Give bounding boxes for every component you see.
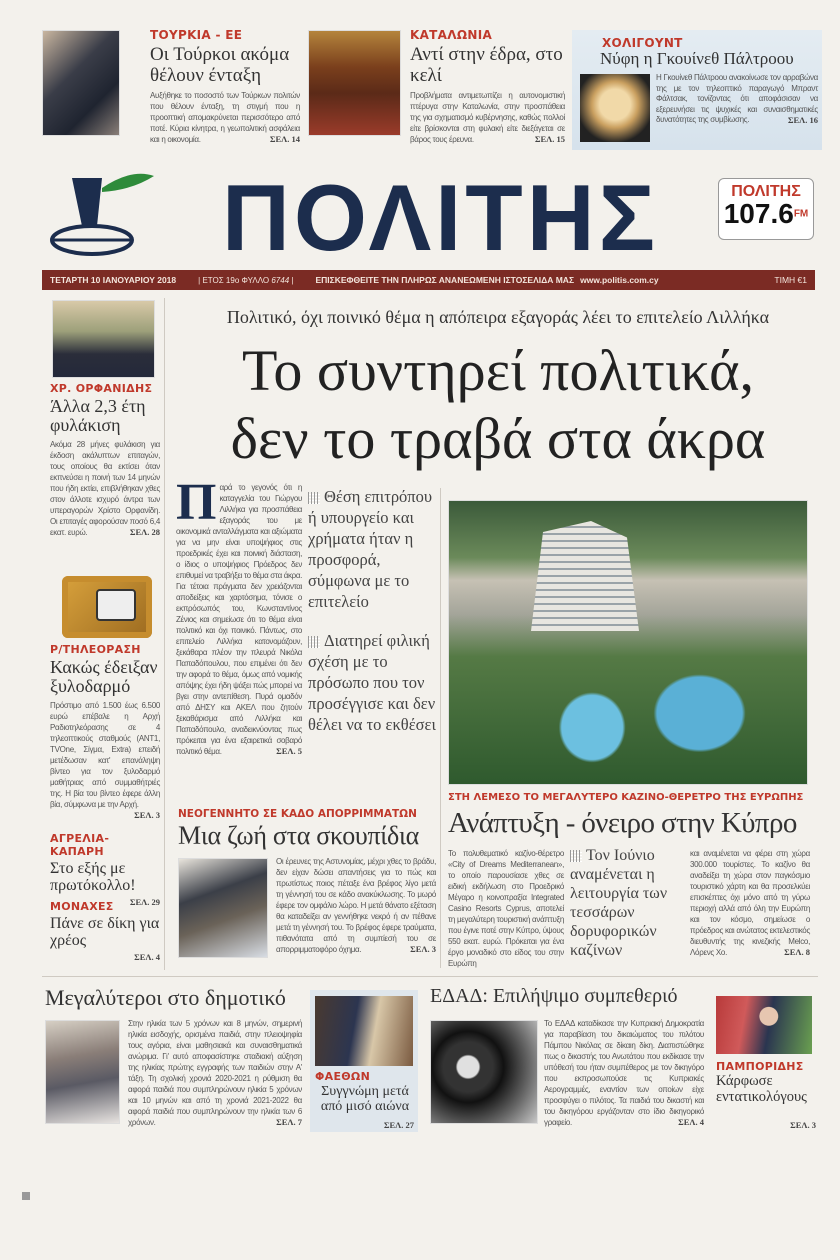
story-headline: Κάρφωσε εντατικολόγους: [716, 1073, 807, 1105]
bullet-point: [308, 630, 436, 735]
issue-no: 6744: [271, 275, 290, 285]
sidebar-story-nuns[interactable]: [50, 900, 160, 962]
page-ref: ΣΕΛ. 27: [383, 1120, 414, 1130]
radio-frequency: 107.6: [723, 198, 794, 229]
teaser-text: Προβλήματα αντιμετωπίζει η αυτονομιστική πτέρυγα στην Καταλωνία, στην προσπάθεια της για σχηματισμό κυβέρνησης, καθώς πολλοί είτε βρίσκονται στη φυλακή είτε διεξάγεται σε βάρος τους έρευνα.: [410, 91, 565, 145]
casino-headline[interactable]: Ανάπτυξη - όνειρο στην Κύπρο: [448, 807, 797, 839]
page-ref: ΣΕΛ. 3: [134, 809, 160, 820]
teaser-text: Αυξήθηκε το ποσοστό των Τούρκων πολιτών που θέλουν ένταξη, τη στιγμή που η προοπτική απομακρύνεται περισσότερο από ποτέ. Κύρια κίνητρα, η γεωπολιτική ασφάλεια και η οικονομία.: [150, 91, 300, 145]
pilot-photo: [430, 1020, 538, 1124]
teaser-headline: Νύφη η Γκουίνεθ Πάλτροου: [600, 49, 794, 68]
page-ref: ΣΕΛ. 8: [784, 947, 810, 957]
lead-subhead: Πολιτικό, όχι ποινικό θέμα η απόπειρα εξαγοράς λέει το επιτελείο Λιλλήκα: [226, 307, 770, 327]
echr-body: [544, 1018, 704, 1128]
radio-logo[interactable]: [718, 178, 814, 240]
casino-text: και αναμένεται να φέρει στη χώρα 300.000 τουρίστες. Το καζίνο θα αναδείξει τη χώρα στον παγκόσμιο τουριστικό χάρτη και θα προσελκύει επισκέπτες όχι μόνο από τη γύρω περιοχή αλλά από όλη την Ευρώπη και τον κόσμο, σημείωσε ο πρόεδρος και ανώτατος εκτελεστικός διευθυντής της κινεζικής Melco, Λόρενς Χο.: [690, 849, 810, 957]
issue-number: | ΕΤΟΣ 19ο ΦΥΛΛΟ 6744 |: [198, 275, 294, 285]
baby-body: [276, 856, 436, 955]
page-ref: ΣΕΛ. 14: [269, 134, 300, 145]
story-kicker: ΑΓΡΕΛΙΑ-ΚΑΠΑΡΗ: [50, 832, 110, 858]
orfanidis-photo: [52, 300, 155, 378]
teaser-kicker: ΧΟΛΙΓΟΥΝΤ: [602, 36, 683, 50]
baby-kicker: ΝΕΟΓΕΝΝΗΤΟ ΣΕ ΚΑΔΟ ΑΠΟΡΡΙΜΜΑΤΩΝ: [178, 808, 417, 820]
teaser-headline: Οι Τούρκοι ακόμα θέλουν ένταξη: [150, 44, 290, 86]
website-promo: ΕΠΙΣΚΕΦΘΕΙΤΕ ΤΗΝ ΠΛΗΡΩΣ ΑΝΑΝΕΩΜΕΝΗ ΙΣΤΟΣΕΛΙΔΑ ΜΑΣ: [315, 275, 575, 285]
page-ref: ΣΕΛ. 7: [276, 1117, 302, 1127]
page-ref: ΣΕΛ. 3: [410, 944, 436, 954]
page-ref: ΣΕΛ. 16: [787, 115, 818, 126]
bullet-point: [308, 486, 436, 612]
teaser-photo-erdogan-macron: [42, 30, 120, 136]
issue-label: ΕΤΟΣ 19ο ΦΥΛΛΟ: [202, 275, 270, 285]
page-ref: ΣΕΛ. 5: [276, 746, 302, 756]
lead-headline-line2[interactable]: δεν το τραβά στα άκρα: [230, 406, 766, 471]
recycling-bin-photo: [178, 858, 268, 958]
echr-headline[interactable]: ΕΔΑΔ: Επιλήψιμο συμπεθεριό: [430, 985, 678, 1007]
page-ref: ΣΕΛ. 4: [678, 1117, 704, 1127]
teaser-text: Η Γκουίνεθ Πάλτροου ανακοίνωσε τον αρραβώνα της με τον τηλεοπτικό παραγωγό Μπραντ Φάλτσακ, τονίζοντας ότι αποφάσισαν να εξερευνήσει τις ψυχικές και συναισθηματικές δυνατότητες της συμβίωσης.: [656, 73, 818, 125]
story-headline: Κακώς έδειξαν ξυλοδαρμό: [50, 657, 158, 697]
story-headline: Άλλα 2,3 έτη φυλάκιση: [50, 396, 146, 436]
story-headline: Συγγνώμη μετά από μισό αιώνα: [320, 1084, 410, 1115]
scan-mark: [22, 1192, 30, 1200]
tv-set-icon: [62, 576, 152, 638]
teaser-kicker: ΤΟΥΡΚΙΑ - ΕΕ: [150, 28, 243, 42]
teaser-catalonia[interactable]: [410, 28, 565, 145]
lead-text: αρά το γεγονός ότι η καταγγελία του Γιώργου Λιλλήκα για προσπάθεια εξαγοράς του με οικονομικά ανταλλάγματα και αξιώματα για να μην είναι υποψήφιος στις προεδρικές έχει και ποινική διάσταση, ο ίδιος ο υποψήφιος Πρόεδρος δεν επιθυμεί να τραβήξει το θέμα στα άκρα. Για τέτοια πράγματα δεν χρειάζονται αποδείξεις και χαρτόσημα, τόνισε ο εκπρόσωπός του, Κωνσταντίνος Ζένιος και σημείωσε ότι το θέμα είναι πολιτικό και όχι ποινικό. Πάντως, στο επιτελείο Λιλλήκα κατονομάζουν, ξεκάθαρα πλέον την πλευρά Νικόλα Παπαδόπουλου, που επιμένει ότι δεν την αφορά το θέμα, όμως από νομικής απόψης έχει ήδη ψάξει πώς μπορεί να βγει στην αντεπίθεση. Πυρά ομαδόν από ΔΗΣΥ και ΑΚΕΛ που ζητούν ξεκαθάρισμα από Λιλλήκα και Παπαδόπουλο, αναδεικνύοντας πως πρόκειται για ένα εξαιρετικά σοβαρό πολιτικό θέμα.: [176, 483, 302, 756]
masthead-title: ΠΟΛΙΤΗΣ: [221, 165, 659, 270]
casino-body-1: Το πολυθεματικό καζίνο-θέρετρο «City of Dreams Mediterranean», το οποίο παρουσίασε χθες σε ειδική εκδήλωση στο Προεδρικό Μέγαρο η κοινοπραξία Integrated Casino Resorts Cyprus, αποτελεί τη μεγαλύτερη τουριστική ανάπτυξη που έγινε ποτέ στην Κύπρο, ύψους 550 εκατ. ευρώ. Πρόκειται για ένα έργο μοναδικό στο είδος του στην Ευρώπη: [448, 849, 564, 968]
baby-headline[interactable]: Μια ζωή στα σκουπίδια: [178, 821, 419, 850]
story-kicker: ΦΑΕΘΩΝ: [315, 1070, 371, 1083]
grid-bullet-icon: [308, 492, 320, 504]
grid-bullet-icon: [308, 636, 320, 648]
phaethon-photo: [315, 996, 413, 1066]
story-body: [50, 439, 160, 538]
lead-bullets: [308, 486, 436, 735]
lead-body: [176, 474, 302, 757]
story-kicker: ΠΑΜΠΟΡΙΔΗΣ: [716, 1060, 804, 1073]
story-text: Ακόμα 28 μήνες φυλάκιση για έκδοση ακάλυπτων επιταγών, τους οποίους θα εκτίσει όταν εκπνεύσει η ποινή των 14 μηνών που ήδη εκτίει, επιβλήθηκαν χθες στον άλλοτε ισχυρό άντρα των υπεραγορών Χρίστο Ορφανίδη. Οι επιταγές αφορούσαν ποσό 6,4 εκατ. ευρώ.: [50, 439, 160, 537]
phaethon-story[interactable]: [310, 990, 418, 1132]
story-headline: Πάνε σε δίκη για χρέος: [50, 915, 160, 950]
radio-unit: FM: [793, 208, 809, 220]
sidebar-story-agrelia[interactable]: [50, 832, 160, 907]
teaser-kicker: ΚΑΤΑΛΩΝΙΑ: [410, 28, 493, 42]
baby-text: Οι έρευνες της Αστυνομίας, μέχρι χθες το βράδυ, δεν είχαν δώσει απαντήσεις για το πώς και πρωτίστως ποιος πέταξε ένα βρέφος λίγο μετά τη γέννησή του σε κάδο ανακύκλωσης. Το μωρό έφερε τον ομφάλιο λώρο. Η μετά θάνατο εξέταση θα καταδείξει αν γεννήθηκε νεκρό ή αν πέθανε μετά τη γέννησή του. Το βρέφος έφερε τραύματα, πιθανότατα από τη συμπίεσή του σε απορριμματοφόρο όχημα.: [276, 857, 436, 954]
casino-pullquote: [570, 846, 684, 960]
page-ref: ΣΕΛ. 4: [134, 951, 160, 962]
pullquote-text: Τον Ιούνιο αναμένεται η λειτουργία των τεσσάρων δορυφορικών καζίνων: [570, 847, 668, 959]
teaser-body: [150, 90, 300, 145]
radio-name: ΠΟΛΙΤΗΣ: [731, 183, 801, 200]
story-kicker: Ρ/ΤΗΛΕΟΡΑΣΗ: [50, 643, 141, 656]
school-body: [128, 1018, 302, 1128]
story-body: [50, 700, 160, 820]
story-text: Πρόστιμο από 1.500 έως 6.500 ευρώ επέβαλε η Αρχή Ραδιοτηλεόρασης σε 4 τηλεοπτικούς σταθμούς (ΑΝΤ1, TVOne, Σίγμα, Extra) επειδή μετέδωσαν κατ' επανάληψη βίντεο για τον ξυλοδαρμό μαθήτριας από συμμαθήτριές της. Η βία του βίντεο έφερε άλλη βία, σύμφωνα με την Αρχή.: [50, 700, 160, 809]
pamboridis-story[interactable]: [712, 990, 820, 1132]
teaser-body: [656, 73, 818, 126]
page-ref: ΣΕΛ. 29: [129, 896, 160, 907]
logo-globe-pen-icon: [42, 168, 157, 260]
school-photo: [45, 1020, 120, 1124]
price: ΤΙΜΗ €1: [774, 275, 807, 285]
story-kicker: ΜΟΝΑΧΕΣ: [50, 900, 114, 913]
pamboridis-photo: [716, 996, 812, 1054]
teaser-hollywood[interactable]: [572, 30, 822, 150]
date-bar: [42, 270, 815, 290]
bullet-text: Διατηρεί φιλική σχέση με το πρόσωπο που τον προσέγγισε και δεν θέλει να το εκθέσει: [308, 631, 436, 734]
page-ref: ΣΕΛ. 15: [534, 134, 565, 145]
website-url[interactable]: www.politis.com.cy: [580, 275, 659, 285]
echr-text: Το ΕΔΑΔ καταδίκασε την Κυπριακή Δημοκρατία για παραβίαση του δικαιώματος του πιλότου Πάμπου Νικόλας σε δίκαιη δίκη. Διαπιστώθηκε πως ο δικαστής του Ανωτάτου που εκδίκασε την υπόθεσή του ήταν συμπέθερος με τον δικηγόρο που εκπροσωπούσε τις Κυπριακές Αερογραμμές, εναντίον των οποίων είχε προσφύγει ο πιλότος. Τα παιδιά του δικαστή και του δικηγόρου εργάζονταν στο ίδιο δικηγορικό γραφείο.: [544, 1019, 704, 1127]
drop-cap: Π: [176, 474, 217, 531]
story-headline: Στο εξής με πρωτόκολλο!: [50, 860, 136, 895]
grid-bullet-icon: [570, 850, 582, 862]
teaser-photo-paltrow: [580, 74, 650, 142]
casino-kicker: ΣΤΗ ΛΕΜΕΣΟ ΤΟ ΜΕΓΑΛΥΤΕΡΟ ΚΑΖΙΝΟ-ΘΕΡΕΤΡΟ ΤΗΣ ΕΥΡΩΠΗΣ: [448, 792, 804, 803]
casino-resort-render: [448, 500, 808, 785]
teaser-turkey[interactable]: [150, 28, 300, 145]
teaser-headline: Αντί στην έδρα, στο κελί: [410, 44, 563, 86]
page-ref: ΣΕΛ. 3: [790, 1120, 816, 1130]
issue-date: ΤΕΤΑΡΤΗ 10 ΙΑΝΟΥΑΡΙΟΥ 2018: [50, 275, 177, 285]
sidebar-story-orfanidis[interactable]: [50, 382, 160, 538]
lead-headline-line1[interactable]: Το συντηρεί πολιτικά,: [241, 338, 754, 403]
school-headline[interactable]: Μεγαλύτεροι στο δημοτικό: [45, 985, 286, 1010]
teaser-photo-parliament: [308, 30, 401, 136]
casino-body-2: [690, 848, 810, 958]
page-ref: ΣΕΛ. 28: [129, 526, 160, 537]
bullet-text: Θέση επιτρόπου ή υπουργείο και χρήματα ήταν η προσφορά, σύμφωνα με το επιτελείο: [308, 487, 433, 611]
teaser-body: [410, 90, 565, 145]
sidebar-story-radio-tv[interactable]: [50, 643, 160, 821]
story-kicker: ΧΡ. ΟΡΦΑΝΙΔΗΣ: [50, 382, 153, 395]
school-text: Στην ηλικία των 5 χρόνων και 8 μηνών, σημερινή ηλικία εισδοχής, ορισμένα παιδιά, στην πλειοψηφία τους αγόρια, είναι μαθησιακά και συναισθηματικά ανώριμα. Γι' αυτό αποφασίστηκε σταδιακή αύξηση της ηλικίας πρώτης εγγραφής των παιδιών στην Α' τάξη. Τη σχολική χρονιά 2020-2021 η ρύθμιση θα αφορά παιδιά που συμπληρώνουν ηλικία 5 χρόνων και 10 μηνών και από τη χρονιά 2021-2022 θα αφορά παιδιά που συμπληρώνουν την ηλικία των 6 χρόνων.: [128, 1019, 302, 1127]
